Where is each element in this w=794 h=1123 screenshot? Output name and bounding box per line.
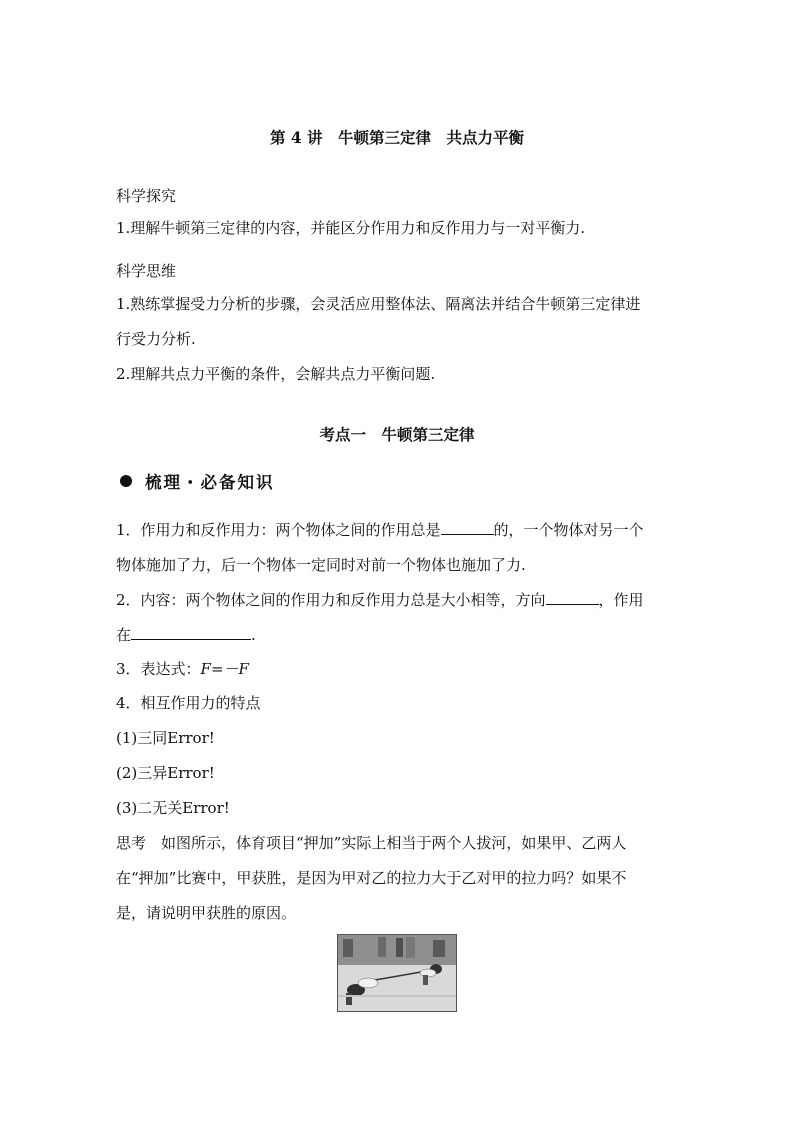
- knowledge-subheading: 梳理・必备知识: [145, 473, 275, 492]
- list-item-2: (2)三异Error!: [116, 764, 215, 782]
- bullet-icon: [120, 475, 132, 487]
- list-item-1: (1)三同Error!: [116, 729, 215, 747]
- paragraph-2-text-a: 2．内容：两个物体之间的作用力和反作用力总是大小相等，方向: [116, 591, 546, 609]
- paragraph-2-text-d: .: [251, 626, 256, 644]
- paragraph-2-text-b: ，作用: [598, 591, 644, 609]
- yajia-photo-illustration: [338, 935, 456, 1011]
- paragraph-2-text-c: 在: [116, 626, 132, 644]
- yajia-photo: [337, 934, 457, 1012]
- paragraph-3: [116, 659, 249, 679]
- paragraph-1-text-b: 的，一个物体对另一个: [493, 521, 644, 539]
- paragraph-4: 4．相互作用力的特点: [116, 694, 261, 712]
- science-thinking-heading: 科学思维: [116, 262, 177, 280]
- paragraph-2-line-2: [116, 625, 256, 645]
- science-inquiry-item-1: 1.理解牛顿第三定律的内容，并能区分作用力和反作用力与一对平衡力.: [116, 219, 586, 237]
- paragraph-1-text-a: 1．作用力和反作用力：两个物体之间的作用总是: [116, 521, 441, 539]
- paragraph-1-line-1: [116, 520, 644, 540]
- kaodian-title: 考点一 牛顿第三定律: [319, 425, 475, 444]
- fill-blank-1[interactable]: [441, 520, 494, 535]
- expression-label: 3．表达式：: [116, 660, 201, 678]
- lesson-title: 第 4 讲 牛顿第三定律 共点力平衡: [269, 128, 525, 147]
- list-item-3: (3)二无关Error!: [116, 799, 230, 817]
- think-line-1: 思考 如图所示，体育项目“押加”实际上相当于两个人拔河，如果甲、乙两人: [116, 834, 627, 852]
- think-line-3: 是，请说明甲获胜的原因。: [116, 904, 297, 922]
- science-thinking-item-2: 2.理解共点力平衡的条件，会解共点力平衡问题.: [116, 365, 436, 383]
- paragraph-1-line-2: 物体施加了力，后一个物体一定同时对前一个物体也施加了力.: [116, 556, 526, 574]
- fill-blank-2[interactable]: [546, 590, 599, 605]
- expression-formula: F=－F: [200, 660, 249, 678]
- science-inquiry-heading: 科学探究: [116, 187, 177, 205]
- science-thinking-item-1-line-1: 1.熟练掌握受力分析的步骤，会灵活应用整体法、隔离法并结合牛顿第三定律进: [116, 295, 641, 313]
- science-thinking-item-1-line-2: 行受力分析.: [116, 330, 196, 348]
- think-line-2: 在“押加”比赛中，甲获胜，是因为甲对乙的拉力大于乙对甲的拉力吗？如果不: [116, 869, 627, 887]
- paragraph-2-line-1: [116, 590, 644, 610]
- fill-blank-3[interactable]: [131, 625, 251, 640]
